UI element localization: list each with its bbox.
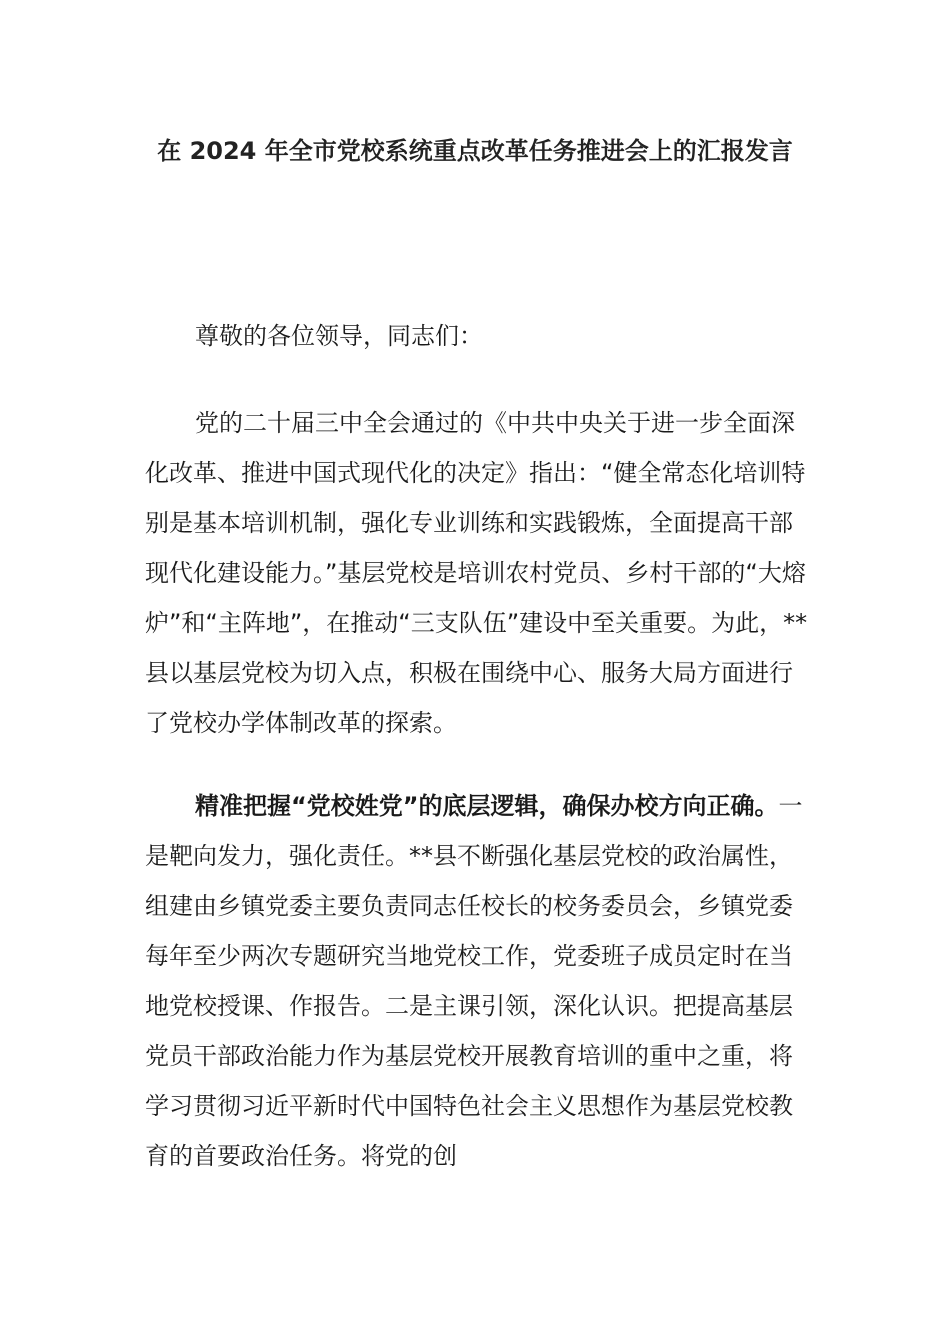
document-title: 在 2024 年全市党校系统重点改革任务推进会上的汇报发言 bbox=[157, 137, 793, 165]
greeting-paragraph: 尊敬的各位领导，同志们： bbox=[195, 322, 483, 350]
body-paragraph-1: 党的二十届三中全会通过的《中共中央关于进一步全面深化改革、推进中国式现代化的决定》指出：“健全常态化培训特别是基本培训机制，强化专业训练和实践锻炼，全面提高干部现代化建设能力。”基层党校是培训农村党员、乡村干部的“大熔炉”和“主阵地”，在推动“三支队伍”建设中至关重要。为此，**县以基层党校为切入点，积极在围绕中心、服务大局方面进行了党校办学体制改革的探索。 bbox=[145, 409, 808, 737]
paragraph-body-text: 一是靶向发力，强化责任。**县不断强化基层党校的政治属性，组建由乡镇党委主要负责同志任校长的校务委员会，乡镇党委每年至少两次专题研究当地党校工作，党委班子成员定时在当地党校授课、作报告。二是主课引领，深化认识。把提高基层党员干部政治能力作为基层党校开展教育培训的重中之重，将学习贯彻习近平新时代中国特色社会主义思想作为基层党校教育的首要政治任务。将党的创 bbox=[145, 792, 803, 1170]
paragraph-lead-sentence: 精准把握“党校姓党”的底层逻辑，确保办校方向正确。 bbox=[195, 792, 779, 820]
body-paragraph-2 bbox=[145, 781, 810, 1181]
